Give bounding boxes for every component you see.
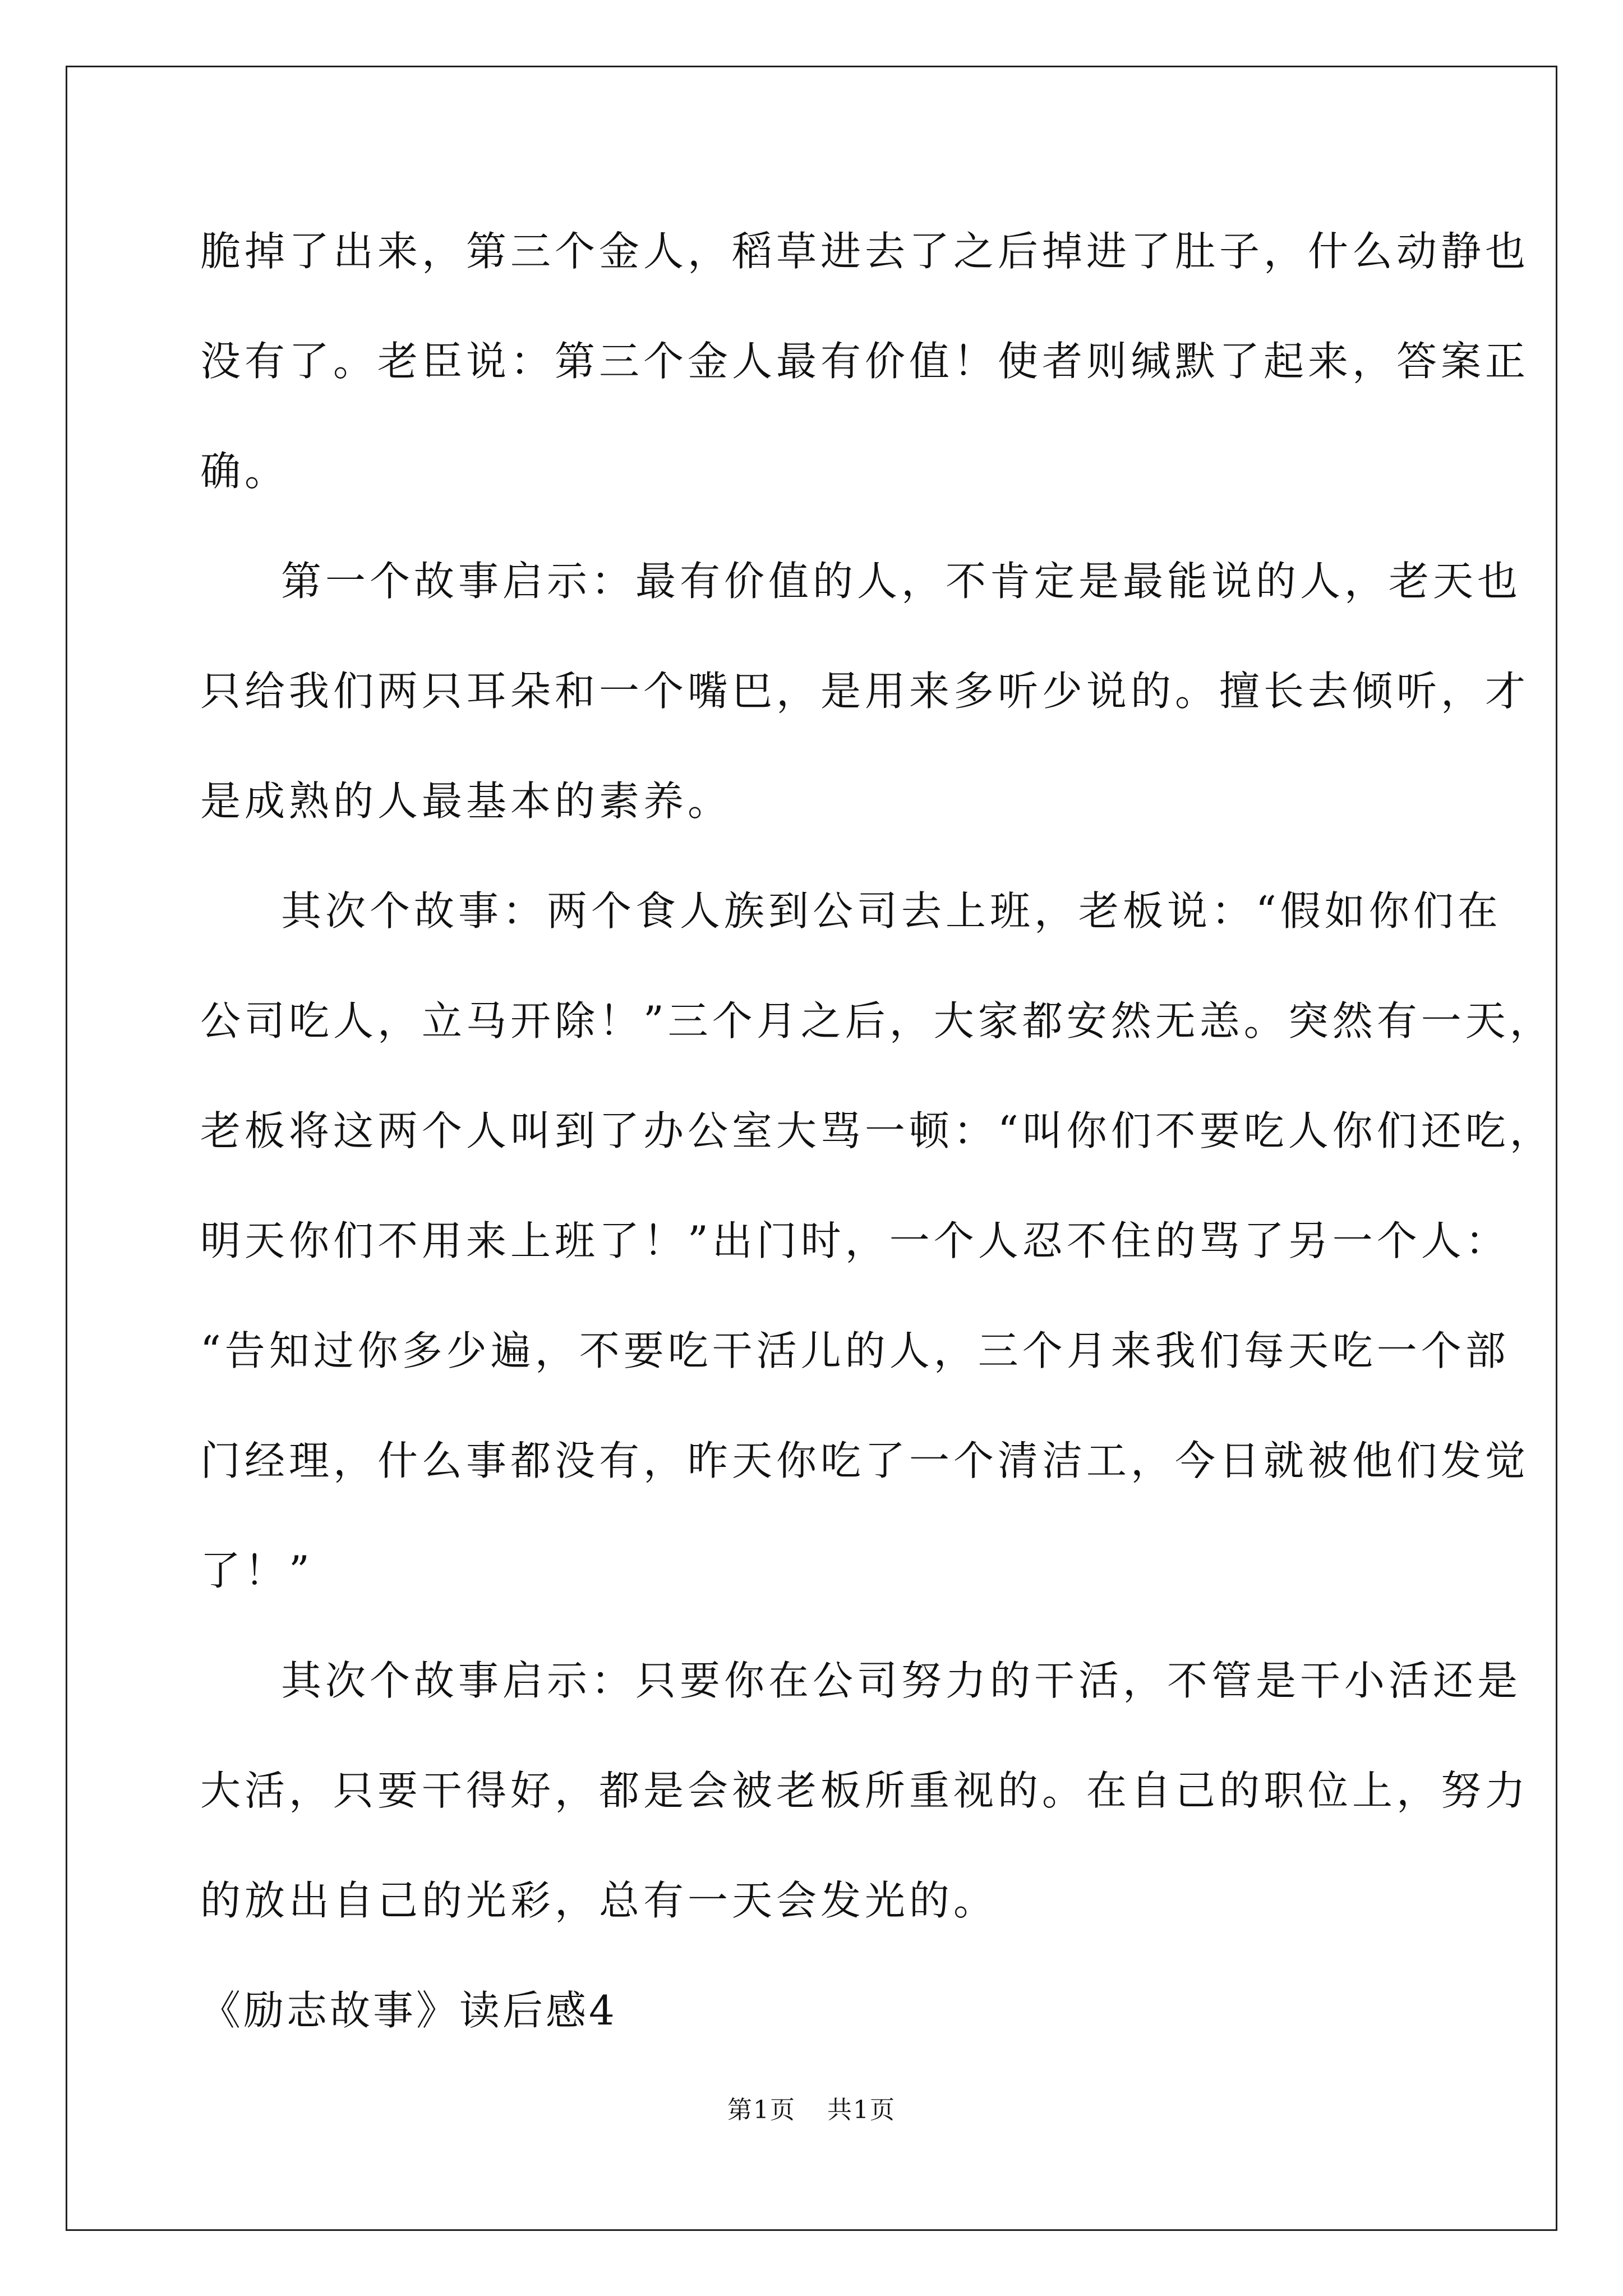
text-line: 明天你们不用来上班了！”出门时，一个人忍不住的骂了另一个人： [200, 1217, 1510, 1264]
text-line: 公司吃人，立马开除！”三个月之后，大家都安然无恙。突然有一天， [200, 997, 1554, 1045]
document-body [200, 219, 1554, 2088]
text-line: 门经理，什么事都没有，昨天你吃了一个清洁工，今日就被他们发觉 [200, 1437, 1530, 1484]
text-line: 是成熟的人最基本的素养。 [200, 777, 732, 825]
text-line: “告知过你多少遍，不要吃干活儿的人，三个月来我们每天吃一个部 [200, 1327, 1510, 1374]
section-heading: 《励志故事》读后感4 [200, 1987, 617, 2034]
text-line: 确。 [200, 448, 289, 495]
page-number-total: 共1页 [827, 2096, 896, 2124]
text-line: 大活，只要干得好，都是会被老板所重视的。在自己的职位上，努力 [200, 1767, 1530, 1814]
text-line: 其次个故事启示：只要你在公司努力的干活，不管是干小活还是 [281, 1657, 1522, 1704]
text-line: 的放出自己的光彩，总有一天会发光的。 [200, 1877, 998, 1924]
text-line: 只给我们两只耳朵和一个嘴巴，是用来多听少说的。擅长去倾听，才 [200, 668, 1530, 715]
text-line: 老板将这两个人叫到了办公室大骂一顿：“叫你们不要吃人你们还吃， [200, 1107, 1554, 1154]
text-line: 第一个故事启示：最有价值的人，不肯定是最能说的人，老天也 [281, 558, 1522, 605]
text-line: 脆掉了出来，第三个金人，稻草进去了之后掉进了肚子，什么动静也 [200, 228, 1530, 275]
page-number-current: 第1页 [727, 2096, 796, 2124]
page-footer [0, 2090, 1623, 2125]
text-line: 没有了。老臣说：第三个金人最有价值！使者则缄默了起来，答案正 [200, 338, 1530, 385]
text-line: 了！” [200, 1547, 313, 1594]
text-line: 其次个故事：两个食人族到公司去上班，老板说：“假如你们在 [281, 887, 1502, 935]
